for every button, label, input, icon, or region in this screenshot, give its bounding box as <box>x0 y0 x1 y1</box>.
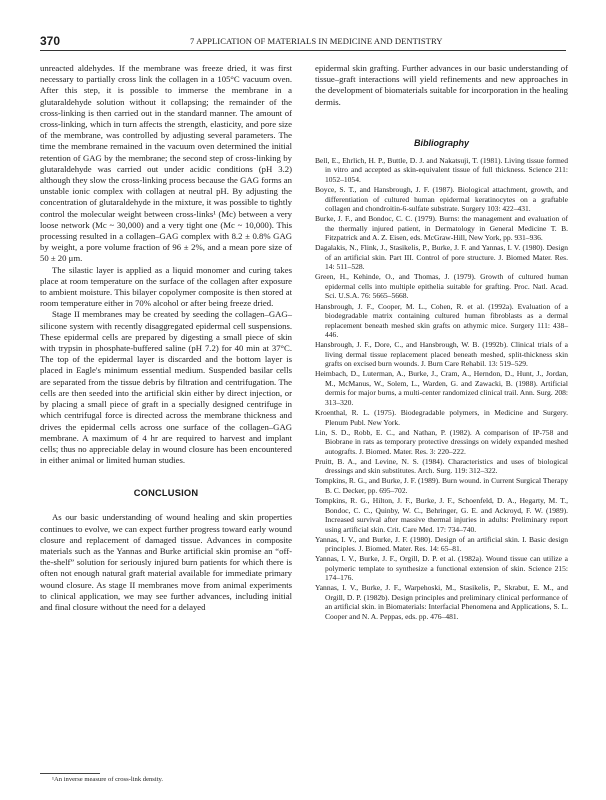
paragraph-silastic-layer: The silastic layer is applied as a liquid monomer and curing takes place at room temperature on the surface of the collagen after exposure to ambient moisture. This bilayer copolymer composite is then stored at room temperature either in 70% alcohol or after being freeze dried. <box>40 264 292 309</box>
reference-entry: Tompkins, R. G., Hilton, J. F., Burke, J. F., Schoenfeld, D. A., Hegarty, M. T., Bondoc, C. C., Quinby, W. C., Behringer, G. E. and Ackroyd, F. W. (1989). Increased survival after massive thermal injuries in adults: Preliminary report using artificial skin. Crit. Care Med. 17: 734–740. <box>315 495 568 534</box>
reference-entry: Yannas, I. V., Burke, J. F., Warpehoski, M., Stasikelis, P., Skrabut, E. M., and Orgill, D. P. (1982b). Design principles and preliminary clinical performance of an artificial skin. in Biomaterials: Interfacial Phenomena and Applications, S. L. Cooper and N. A. Peppas, eds. pp. 476–481. <box>315 583 568 622</box>
reference-entry: Lin, S. D., Robb, E. C., and Nathan, P. (1982). A comparison of IP-758 and Biobrane in rats as temporary protective dressings on widely expanded meshed autografts. J. Biomed. Mater. Res. 3: 220–222. <box>315 427 568 456</box>
right-column <box>315 63 568 622</box>
reference-entry: Kroenthal, R. L. (1975). Biodegradable polymers, in Medicine and Surgery. Plenum Publ. New York. <box>315 408 568 427</box>
reference-entry: Boyce, S. T., and Hansbrough, J. F. (1987). Biological attachment, growth, and differentiation of cultured human epidermal keratinocytes on a graftable collagen and chondroitin-6-sulfate substrate. Surgery 103: 422–431. <box>315 184 568 214</box>
reference-entry: Hansbrough, J. F., Dore, C., and Hansbrough, W. B. (1992b). Clinical trials of a living dermal tissue replacement placed beneath meshed, split-thickness skin grafts on excised burn wounds. J. Burn Care Rehabil. 13: 519–529. <box>315 340 568 369</box>
reference-entry: Pruitt, B. A., and Levine, N. S. (1984). Characteristics and uses of biological dressings and skin substitutes. Arch. Surg. 119: 312–322. <box>315 456 568 476</box>
reference-entry: Green, H., Kehinde, O., and Thomas, J. (1979). Growth of cultured human epidermal cells into multiple epithelia suitable for grafting. Proc. Natl. Acad. Sci. U.S.A. 76: 5665–5668. <box>315 272 568 301</box>
footnote: ¹An inverse measure of cross-link density. <box>52 776 164 783</box>
running-head: 7 APPLICATION OF MATERIALS IN MEDICINE AND DENTISTRY <box>190 36 443 46</box>
reference-entry: Yannas, I. V., Burke, J. F., Orgill, D. P. et al. (1982a). Wound tissue can utilize a polymeric template to synthesize a functional extension of skin. Science 215: 174–176. <box>315 554 568 583</box>
paragraph-crosslinking: unreacted aldehydes. If the membrane was freeze dried, it was first necessary to partially cross link the collagen in a 105°C vacuum oven. After this step, it is possible to immerse the membrane in a glutaraldehyde solution without it collapsing; the remainder of the cross-linking is then carried out in the standard manner. The amount of cross-linking, which in turn affects the strength, elasticity, and pore size of the membrane, was controlled by adjusting several parameters. The time the membrane remained in the vacuum oven determined the initial retention of GAG by the membrane; the second step of cross-linking by glutaraldehyde was carried out under acidic conditions (pH 3.2) although they slow the cross-linking process because the GAG forms an unstable ionic complex with collagen at neutral pH. By adjusting the concentration of glutaraldehyde in the mixture, it was possible to tightly control the molecular weight between cross-links¹ (Mc) between a very loose network (Mc ~ 30,000) and a very tight one (Mc ~ 10,000). This processing resulted in a collagen–GAG complex with 8.2 ± 0.8% GAG by weight, a pore volume fraction of 96 ± 2%, and a mean pore size of 50 ± 20 μm. <box>40 63 292 264</box>
footnote-rule <box>40 773 100 774</box>
reference-entry: Heimbach, D., Luterman, A., Burke, J., Cram, A., Herndon, D., Hunt, J., Jordan, M., McManus, W., Solem, L., Warden, G. and Zawacki, B. (1988). Artificial dermis for major burns, a multi-center randomized clinical trail. Ann. Surg. 208: 313–320. <box>315 369 568 407</box>
reference-entry: Dagalakis, N., Flink, J., Stasikelis, P., Burke, J. F. and Yannas, I. V. (1980). Design of an artificial skin. Part III. Control of pore structure. J. Biomed Mater. Res. 14: 511–528. <box>315 243 568 272</box>
page-number: 370 <box>40 34 61 48</box>
reference-entry: Tompkins, R. G., and Burke, J. F. (1989). Burn wound. in Current Surgical Therapy B. C. Decker, pp. 695–702. <box>315 476 568 495</box>
paragraph-conclusion-continued: epidermal skin grafting. Further advances in our basic understanding of tissue–graft interactions will yield refinements and new approaches in the development of biomaterials suitable for incorporation in the healing dermis. <box>315 63 568 107</box>
paragraph-stage-two: Stage II membranes may be created by seeding the collagen–GAG–silicone system with recently disaggregated epidermal cell suspensions. These epidermal cells are prepared by digesting a small piece of skin with trypsin in phosphate-buffered saline (pH 7.2) for 40 min at 37°C. The top of the epidermal layer is discarded and the bottom layer is placed in Eagle's minimum essential medium. Suspended basilar cells are separated from the tissue debris by filtration and centrifugation. The cells are then seeded into the artificial skin either by direct injection, or by placing a small piece of graft in a specially designed centrifuge in which centrifugal force is directed across the membrane thickness and drives the epidermal cells across one surface of the collagen–GAG membrane. A maximum of 4 hr are required to harvest and implant cells; thus no appreciable delay in wound closure has been encountered in either animal or limited human studies. <box>40 309 292 466</box>
paragraph-conclusion: As our basic understanding of wound healing and skin properties continues to evolve, we can expect further progress toward early wound closure and replacement of damaged tissue. Advances in composite materials such as the Yannas and Burke artificial skin promise an “off-the-shelf” solution for seriously injured burn patients for which there is often not enough natural graft material available for immediate primary wound closure. As stage II membranes move from animal experiments to clinical application, we may see further advances, including initial and final closure without the need for a delayed <box>40 512 292 612</box>
conclusion-heading: CONCLUSION <box>133 488 199 499</box>
reference-entry: Hansbrough, J. F., Cooper, M. L., Cohen, R. et al. (1992a). Evaluation of a biodegradable matrix containing cultured human fibroblasts as a dermal replacement beneath meshed skin grafts on athymic mice. Surgery 111: 438–446. <box>315 301 568 340</box>
bibliography-heading: Bibliography <box>413 137 469 148</box>
left-column <box>40 63 292 613</box>
reference-entry: Yannas, I. V., and Burke, J. F. (1980). Design of an artificial skin. I. Basic design principles. J. Biomed. Mater. Res. 14: 65–81. <box>315 534 568 554</box>
header-rule <box>40 50 566 51</box>
reference-entry: Bell, E., Ehrlich, H. P., Buttle, D. J. and Nakatsuji, T. (1981). Living tissue formed in vitro and accepted as skin-equivalent tissue of full thickness. Science 211: 1052–1054. <box>315 155 568 184</box>
reference-entry: Burke, J. F., and Bondoc, C. C. (1979). Burns: the management and evaluation of the thermally injured patient, in Dermatology in General Medicine T. B. Fitzpatrick and A. Z. Eisen, eds. McGraw-Hill, New York, pp. 931–936. <box>315 214 568 243</box>
reference-list <box>315 156 568 622</box>
page-header <box>40 34 566 50</box>
